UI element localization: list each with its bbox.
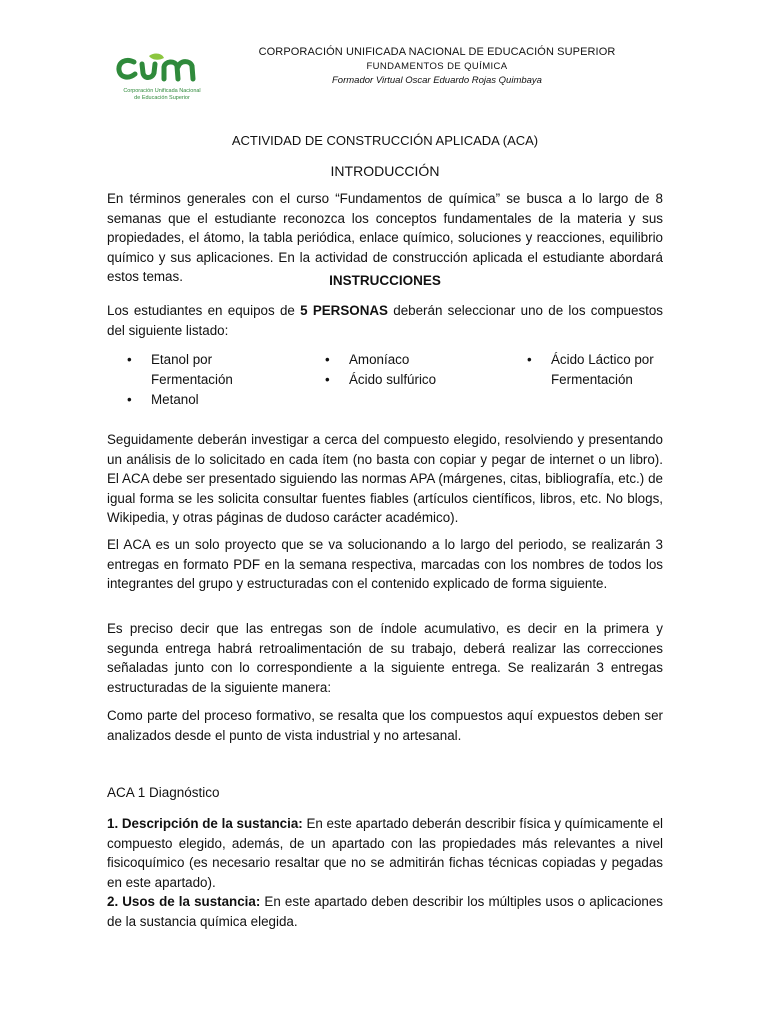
aca1-item-1-label: 1. Descripción de la sustancia: [107,816,303,831]
cumulative-paragraph: Es preciso decir que las entregas son de índole acumulativo, es decir en la primera y segunda entrega habrá retroalimentación de su trabajo, deberá realizar las correcciones señaladas junto con lo correspondiente a la siguiente entrega. Se realizarán 3 entregas estructuradas de la siguiente manera: [107,621,663,695]
cun-logo [112,52,212,114]
instructions-text-after: deberán seleccionar uno de los compuestos del siguiente listado: [107,303,663,338]
logo-caption-line2: de Educación Superior [134,95,190,101]
compound-column-2 [325,350,475,390]
project-paragraph: El ACA es un solo proyecto que se va solucionando a lo largo del periodo, se realizarán 3 entregas en formato PDF en la semana respectiva, marcadas con los nombres de todos los integrantes del grupo y estructuradas con el contenido explicado de forma siguiente. [107,537,663,592]
list-item: • Ácido sulfúrico [325,370,475,390]
formative-paragraph: Como parte del proceso formativo, se resalta que los compuestos aquí expuestos deben ser analizados desde el punto de vista industrial y no artesanal. [107,708,663,743]
logo-caption [112,88,212,102]
aca1-item-2 [107,892,663,931]
compound-column-3 [527,350,677,390]
activity-title: ACTIVIDAD DE CONSTRUCCIÓN APLICADA (ACA) [231,133,539,148]
aca1-heading: ACA 1 Diagnóstico [107,785,220,800]
instructor-name: Formador Virtual Oscar Eduardo Rojas Quimbaya [332,75,542,86]
aca1-item-1-text: En este apartado deberán describir física y químicamente el compuesto elegido, además, de un apartado con las propiedades más relevantes a nivel fisicoquímico (es necesario resaltar que no se admitirán fichas técnicas copiadas y pegadas en este apartado). [107,816,663,890]
instructions-paragraph [107,301,663,340]
investigation-paragraph: Seguidamente deberán investigar a cerca del compuesto elegido, resolviendo y presentando un análisis de lo solicitado en cada ítem (no basta con copiar y pegar de internet o un libro). El ACA debe ser presentado siguiendo las normas APA (márgenes, citas, bibliografía, etc.) de igual forma se les solicita consultar fuentes fiables (artículos científicos, libros, etc. No blogs, Wikipedia, y otras páginas de dudoso carácter académico). [107,432,663,526]
aca1-item-2-text: En este apartado deben describir los múltiples usos o aplicaciones de la sustancia química elegida. [107,894,663,929]
aca1-items [107,814,663,932]
compound-column-1 [127,350,277,410]
cun-logo-mark [112,52,212,86]
course-name: FUNDAMENTOS DE QUÍMICA [366,61,508,72]
aca1-item-2-label: 2. Usos de la sustancia: [107,894,261,910]
compound-list [107,350,663,412]
instructions-text-before: Los estudiantes en equipos de [107,303,301,318]
list-item: • Metanol [127,390,277,410]
aca1-item-1 [107,814,663,892]
list-item: • Etanol por Fermentación [127,350,277,390]
list-item: • Amoníaco [325,350,475,370]
document-header [232,45,642,88]
logo-caption-line1: Corporación Unificada Nacional [123,88,201,94]
list-item: • Ácido Láctico por Fermentación [527,350,677,390]
instructions-heading: INSTRUCCIONES [329,273,441,288]
introduction-heading: INTRODUCCIÓN [330,163,440,179]
team-size-emphasis: 5 PERSONAS [300,303,388,318]
introduction-paragraph: En términos generales con el curso “Fundamentos de química” se busca a lo largo de 8 semanas que el estudiante reconozca los conceptos fundamentales de la materia y sus propiedades, el átomo, la tabla periódica, enlace químico, soluciones y reacciones, equilibrio químico y sus aplicaciones. En la actividad de construcción aplicada el estudiante abordará estos temas. [107,191,663,285]
institution-name: CORPORACIÓN UNIFICADA NACIONAL DE EDUCACIÓN SUPERIOR [258,46,616,58]
